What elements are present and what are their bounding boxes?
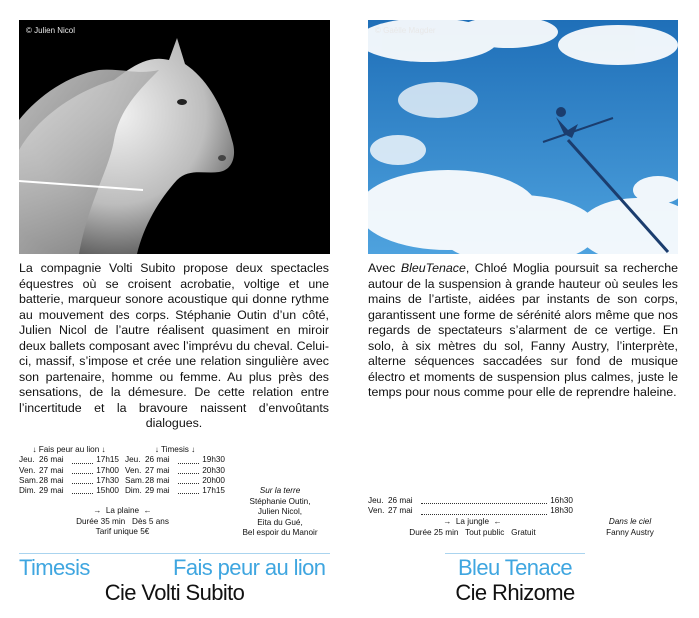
- right-arrow-icon: →: [443, 517, 452, 526]
- schedule-title: Timesis: [160, 445, 189, 454]
- photo-credit: © Julien Nicol: [26, 26, 76, 35]
- schedule-row: Dim. 29 mai 17h15: [125, 486, 225, 496]
- divider: [19, 553, 330, 554]
- cast-subtitle: Sur la terre: [259, 486, 301, 495]
- cast-line: Stéphanie Outin,: [249, 496, 311, 506]
- schedule-timesis: [125, 445, 225, 496]
- price: Gratuit: [511, 527, 536, 537]
- schedule-bleu-tenace: [368, 496, 573, 517]
- duration: Durée 35 min: [76, 516, 126, 526]
- schedule-fais-peur-au-lion: [19, 445, 119, 496]
- venue: La jungle: [455, 517, 490, 526]
- down-arrow-icon: ↓: [191, 445, 196, 454]
- audience: Tout public: [465, 527, 505, 537]
- schedule-row: Ven. 27 mai 18h30: [368, 506, 573, 516]
- duration: Durée 25 min: [409, 527, 459, 537]
- sky-photo: [368, 20, 678, 254]
- schedule-row: Ven. 27 mai 20h30: [125, 465, 225, 475]
- venue-line: [395, 517, 550, 528]
- event-info-rhizome: [395, 517, 550, 538]
- horse-illustration: [19, 20, 330, 254]
- para-rest: , Chloé Moglia poursuit sa recherche autour de la suspension à grande hauteur où seules les mains de l’artiste, aidées par instants de son corps, garantissent une forme de sérénité alors même que nos regards de spectateurs s’alarment de ce vertige. En solo, à six mètres du sol, Fanny Austry, l’interprète, alterne séquences saccadées sur fond de musique électro et moments de suspension plus calmes, juste le temps pour nous comme pour elle de reprendre haleine.: [368, 261, 679, 399]
- cast-line: Fanny Austry: [606, 527, 654, 537]
- right-arrow-icon: →: [93, 506, 102, 515]
- schedule-row: Sam. 28 mai 17h30: [19, 475, 119, 485]
- event-info-volti: [60, 506, 185, 538]
- schedule-row: Jeu. 26 mai 17h15: [19, 455, 119, 465]
- horse-photo: [19, 20, 330, 254]
- cast-line: Julien Nicol,: [257, 507, 303, 516]
- down-arrow-icon: ↓: [101, 445, 106, 454]
- cast-subtitle: Dans le ciel: [608, 517, 652, 526]
- price: Tarif unique 5€: [95, 527, 150, 536]
- left-arrow-icon: ←: [143, 506, 152, 515]
- schedule-row: Jeu. 26 mai 16h30: [368, 496, 573, 505]
- company-name: Cie Rhizome: [455, 580, 575, 605]
- sky-illustration: [368, 20, 678, 254]
- cast-credits-rhizome: [590, 517, 670, 538]
- show-title-fais-peur-au-lion: Fais peur au lion: [173, 555, 326, 580]
- description-volti-subito: La compagnie Volti Subito propose deux spectacles équestres où se croisent acrobatie, voltige et une batterie, marqueur sonore acoustique qui donne rythme au mouvement des corps. Stéphanie Outin d’un côté, Julien Nicol de l’autre réalisent quasiment en miroir deux ballets composant avec l’imprévu du cheval. Celui-ci, massif, s’impose et crée une relation singulière avec son partenaire, homme ou femme. Au plus près des sensations, de la démesure. De cette relation entre l’incertitude et la bravoure naissent d’envoûtants dialogues.: [19, 261, 329, 430]
- divider: [445, 553, 585, 554]
- left-arrow-icon: ←: [493, 517, 502, 526]
- schedule-header: [125, 445, 225, 455]
- photo-credit: © Gaëlle Magder: [375, 26, 436, 35]
- show-title-timesis: Timesis: [19, 555, 90, 580]
- schedule-header: [19, 445, 119, 455]
- schedule-row: Dim. 29 mai 15h00: [19, 486, 119, 496]
- cast-line: Bel espoir du Manoir: [242, 528, 318, 537]
- company-name: Cie Volti Subito: [104, 580, 245, 605]
- schedule-title: Fais peur au lion: [38, 445, 100, 454]
- schedule-row: Sam. 28 mai 20h00: [125, 475, 225, 485]
- down-arrow-icon: ↓: [32, 445, 37, 454]
- description-bleu-tenace: [368, 261, 678, 401]
- show-title-italic: BleuTenace: [400, 261, 466, 275]
- show-title-bleu-tenace: Bleu Tenace: [457, 555, 573, 580]
- schedule-row: Ven. 27 mai 17h00: [19, 465, 119, 475]
- venue: La plaine: [105, 506, 140, 515]
- age: Dès 5 ans: [132, 516, 169, 526]
- down-arrow-icon: ↓: [154, 445, 159, 454]
- venue-line: [60, 506, 185, 517]
- cast-line: Eita du Gué,: [257, 517, 303, 527]
- para-prefix: Avec: [368, 261, 401, 275]
- cast-credits-volti: [232, 486, 328, 539]
- schedule-row: Jeu. 26 mai 19h30: [125, 455, 225, 465]
